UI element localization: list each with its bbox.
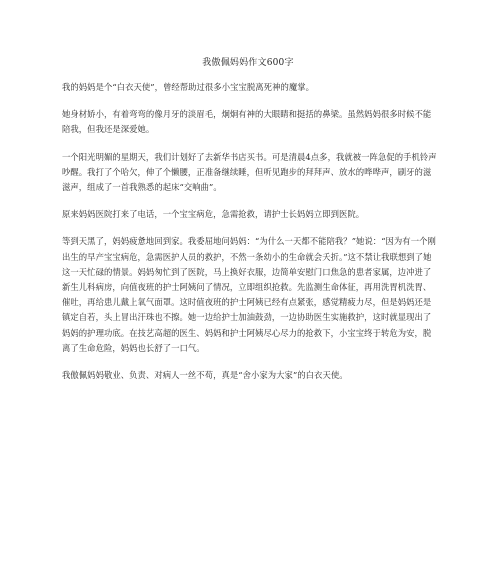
paragraph-3: 一个阳光明媚的星期天，我们计划好了去新华书店买书。可是清晨4点多，我就被一阵急促的手机铃声吵醒。我打了个哈欠，伸了个懒腰，正准备继续睡，但听见跑步的拜拜声、放水的哗哗声，刷牙的滋滋声，组成了一首我熟悉的起床“交响曲”。 <box>62 151 437 193</box>
paragraph-6: 我傲佩妈妈敬业、负责、对病人一丝不苟，真是“舍小家为大家”的白衣天使。 <box>62 370 348 381</box>
paragraph-5: 等到天黑了，妈妈疲惫地回到家。我委屈地问妈妈：“为什么一天都不能陪我？”她说：“因为有一个刚出生的早产宝宝病危，急需医护人员的救护，不然一条幼小的生命就会夭折。”这不禁让我联想到了她这一天忙碌的情景。妈妈匆忙到了医院，马上换好衣服，边简单安慰门口焦急的患者家属，边冲进了新生儿科病房，向值夜班的护士阿姨问了情况，立即组织抢救。先监测生命体征，再用洗胃机洗胃、催吐，再给患儿戴上氧气面罩。这时值夜班的护士阿姨已经有点紧张，感觉精疲力尽，但是妈妈还是镇定自若，头上冒出汗珠也不擦。她一边给护士加油鼓劲，一边协助医生实施救护，这时就显现出了妈妈的护理功底。在技艺高超的医生、妈妈和护士阿姨尽心尽力的抢救下，小宝宝终于转危为安，脱离了生命危险，妈妈也长舒了一口气。 <box>62 236 436 353</box>
document-body <box>62 80 438 395</box>
paragraph-4: 原来妈妈医院打来了电话，一个宝宝病危，急需抢救，请护士长妈妈立即到医院。 <box>62 209 365 220</box>
document-title: 我傲佩妈妈作文600字 <box>202 58 294 68</box>
paragraph-1: 我的妈妈是个“白衣天使”，曾经帮助过很多小宝宝脱离死神的魔掌。 <box>62 82 315 92</box>
paragraph-2: 她身材娇小，有着弯弯的像月牙的淡眉毛，炯炯有神的大眼睛和挺括的鼻梁。虽然妈妈很多时候不能陪我，但我还是深爱她。 <box>62 109 432 135</box>
